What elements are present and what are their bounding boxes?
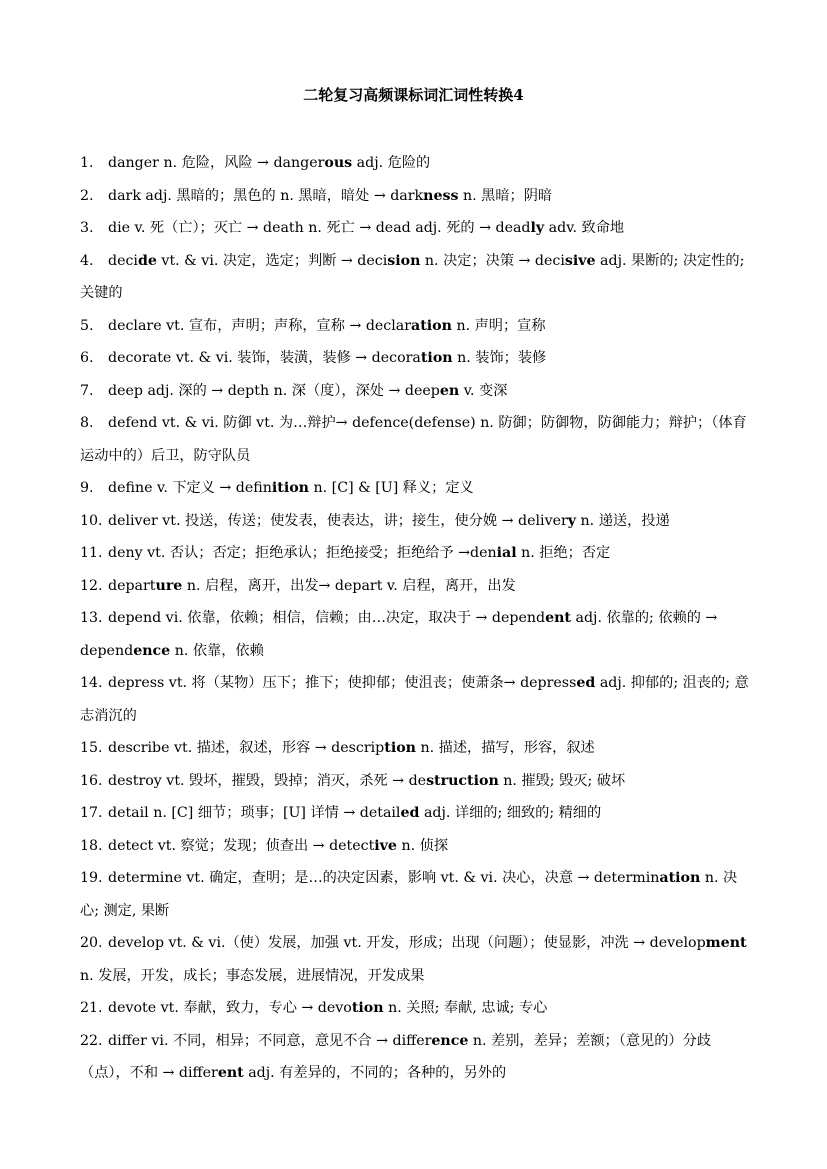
word-suffix: sion (387, 252, 421, 269)
vocab-entry (80, 797, 752, 830)
entry-text: adj. 有差异的，不同的；各种的，另外的 (243, 1065, 507, 1081)
vocab-entry (80, 830, 752, 863)
entry-text: adj. 危险的 (352, 155, 431, 171)
entry-text: deliver vt. 投送，传送；使发表，使表达，讲；接生，使分娩 → deliver (108, 512, 568, 529)
word-suffix: ed (576, 675, 596, 691)
entry-text: n. 装饰；装修 (452, 350, 547, 366)
word-suffix: ence (431, 1032, 469, 1049)
vocab-entry (80, 602, 752, 667)
entry-text: declare vt. 宣布，声明；声称，宣称 → declar (108, 317, 412, 334)
entry-number: 14. (80, 675, 103, 691)
entry-text: n. 侦探 (396, 837, 449, 854)
word-suffix: ation (411, 317, 452, 334)
word-suffix: ent (217, 1065, 244, 1081)
entry-number: 17. (80, 805, 103, 821)
word-suffix: ence (133, 642, 171, 659)
entry-number: 21. (80, 1000, 103, 1016)
entry-number: 9. (80, 480, 94, 496)
word-suffix: ous (324, 155, 353, 171)
entry-number: 16. (80, 772, 103, 789)
vocab-entry (80, 862, 752, 927)
word-suffix: y (567, 512, 577, 529)
entry-number: 18. (80, 837, 103, 854)
entry-text: adj. 详细的; 细致的; 精细的 (419, 805, 602, 821)
vocab-entry (80, 927, 752, 992)
entry-number: 7. (80, 382, 94, 399)
vocab-entry (80, 537, 752, 570)
entry-number: 10. (80, 512, 103, 529)
entry-text: n. 差别，差异；差额；（意见的）分歧（点），不和 → differ (80, 1032, 711, 1081)
entry-text: define v. 下定义 → defin (108, 480, 272, 496)
word-suffix: ive (374, 837, 397, 854)
entry-text: adj. 果断的; 决定性的; 关键的 (80, 252, 745, 301)
entry-text: n. 摧毁; 毁灭; 破坏 (498, 772, 626, 789)
entry-text: n. 描述，描写，形容，叙述 (416, 740, 595, 756)
entry-text: n. 决心; 测定, 果断 (80, 870, 738, 919)
entry-text: deny vt. 否认；否定；拒绝承认；拒绝接受；拒绝给予 →den (108, 545, 497, 561)
vocab-entry (80, 212, 752, 245)
entry-text: n. 拒绝；否定 (516, 545, 611, 561)
word-suffix: ly (530, 220, 545, 236)
vocab-entry (80, 310, 752, 343)
word-suffix: ial (496, 545, 517, 561)
entry-text: n. 黑暗；阴暗 (458, 187, 553, 204)
entry-text: develop vt. & vi.（使）发展，加强 vt. 开发，形成；出现（问题）；使显影，冲洗 → develop (108, 935, 706, 951)
vocab-entry (80, 992, 752, 1025)
entry-number: 20. (80, 935, 103, 951)
word-suffix: de (137, 252, 157, 269)
vocab-entry (80, 375, 752, 408)
page-title: 二轮复习高频课标词汇词性转换4 (303, 86, 524, 104)
vocab-entry (80, 180, 752, 213)
vocab-entry (80, 342, 752, 375)
entry-text: n. [C] & [U] 释义；定义 (309, 480, 474, 496)
entry-number: 12. (80, 577, 103, 594)
vocab-list (80, 147, 752, 1090)
entry-number: 22. (80, 1032, 103, 1049)
entry-number: 2. (80, 187, 94, 204)
word-suffix: tion (351, 1000, 384, 1016)
word-suffix: ure (155, 577, 183, 594)
entry-number: 5. (80, 317, 94, 334)
vocab-entry (80, 732, 752, 765)
vocab-entry (80, 472, 752, 505)
entry-text: adj. 依靠的; 依赖的 → depend (80, 610, 718, 659)
entry-text: vt. & vi. 决定，选定；判断 → deci (156, 252, 388, 269)
word-suffix: ed (400, 805, 420, 821)
entry-text: v. 变深 (459, 382, 508, 399)
entry-text: detect vt. 察觉；发现；侦查出 → detect (108, 837, 375, 854)
entry-number: 15. (80, 740, 103, 756)
entry-text: deci (108, 252, 138, 269)
entry-text: depend vi. 依靠，依赖；相信，信赖；由…决定，取决于 → depend (108, 610, 546, 626)
entry-number: 3. (80, 220, 94, 236)
vocab-entry (80, 147, 752, 180)
word-suffix: ation (659, 870, 701, 886)
entry-text: n. 启程，离开，出发→ depart v. 启程，离开，出发 (182, 577, 516, 594)
word-suffix: ness (423, 187, 459, 204)
vocab-entry (80, 245, 752, 310)
entry-text: depart (108, 577, 156, 594)
entry-text: n. 声明；宣称 (451, 317, 546, 334)
entry-number: 1. (80, 155, 94, 171)
vocab-entry (80, 570, 752, 603)
entry-number: 8. (80, 415, 94, 431)
entry-text: determine vt. 确定，查明；是…的决定因素，影响 vt. & vi. 决心，决意 → determin (108, 870, 660, 886)
entry-number: 19. (80, 870, 103, 886)
word-suffix: ment (705, 935, 747, 951)
vocab-entry (80, 1025, 752, 1090)
entry-text: defend vt. & vi. 防御 vt. 为…辩护→ defence(defense) n. 防御；防御物，防御能力；辩护；（体育运动中的）后卫，防守队员 (80, 415, 747, 464)
entry-text: n. 依靠，依赖 (170, 642, 264, 659)
entry-text: detail n. [C] 细节；琐事；[U] 详情 → detail (108, 805, 401, 821)
entry-text: devote vt. 奉献，致力，专心 → devo (108, 1000, 352, 1016)
entry-text: differ vi. 不同，相异；不同意，意见不合 → differ (108, 1032, 432, 1049)
entry-text: danger n. 危险，风险 → danger (108, 155, 325, 171)
entry-text: describe vt. 描述，叙述，形容 → descrip (108, 740, 385, 756)
entry-text: n. 发展，开发，成长；事态发展，进展情况，开发成果 (80, 967, 425, 984)
word-suffix: struction (426, 772, 499, 789)
entry-text: destroy vt. 毁坏，摧毁，毁掉；消灭，杀死 → de (108, 772, 427, 789)
entry-text: adj. 抑郁的; 沮丧的; 意志消沉的 (80, 675, 749, 724)
vocab-entry (80, 505, 752, 538)
word-suffix: tion (420, 350, 453, 366)
entry-number: 13. (80, 610, 103, 626)
vocab-entry (80, 667, 752, 732)
vocab-entry (80, 765, 752, 798)
word-suffix: en (439, 382, 460, 399)
entry-text: depress vt. 将（某物）压下；推下；使抑郁；使沮丧；使萧条→ depress (108, 675, 577, 691)
word-suffix: tion (384, 740, 416, 756)
entry-number: 6. (80, 350, 94, 366)
entry-number: 4. (80, 252, 94, 269)
entry-text: n. 关照; 奉献, 忠诚; 专心 (383, 1000, 548, 1016)
entry-text: adv. 致命地 (544, 220, 625, 236)
entry-text: dark adj. 黑暗的；黑色的 n. 黑暗，暗处 → dark (108, 187, 424, 204)
word-suffix: ent (545, 610, 571, 626)
vocab-entry (80, 407, 752, 472)
entry-text: n. 递送，投递 (576, 512, 670, 529)
entry-text: n. 决定；决策 → deci (420, 252, 565, 269)
word-suffix: sive (564, 252, 596, 269)
entry-text: die v. 死（亡）；灭亡 → death n. 死亡 → dead adj. 死的 → dead (108, 220, 531, 236)
word-suffix: ition (271, 480, 310, 496)
entry-text: deep adj. 深的 → depth n. 深（度），深处 → deep (108, 382, 440, 399)
entry-text: decorate vt. & vi. 装饰，装潢，装修 → decora (108, 350, 421, 366)
entry-number: 11. (80, 545, 103, 561)
